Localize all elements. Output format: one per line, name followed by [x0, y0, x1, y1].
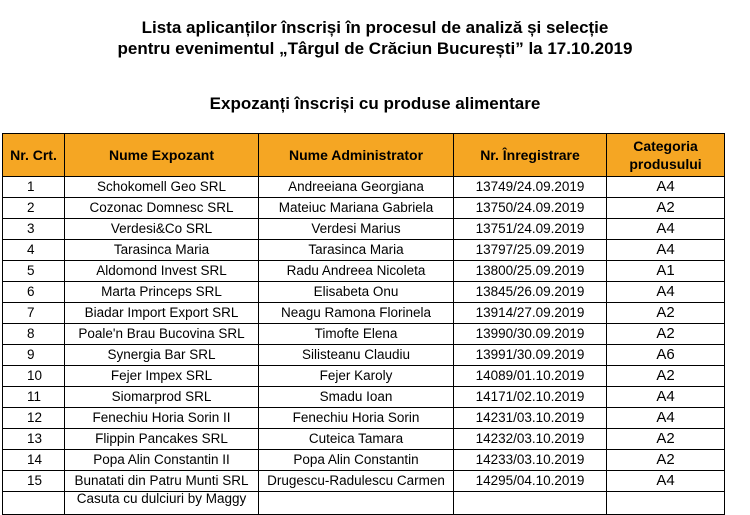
table-row — [3, 240, 725, 261]
exhibitors-table — [2, 133, 725, 515]
cell-administrator: Elisabeta Onu — [259, 282, 454, 303]
cell-inregistrare: 13990/30.09.2019 — [454, 324, 607, 345]
cell-expozant: Fejer Impex SRL — [65, 366, 259, 387]
cell-expozant: Poale'n Brau Bucovina SRL — [65, 324, 259, 345]
cell-inregistrare: 13751/24.09.2019 — [454, 219, 607, 240]
cell-administrator: Smadu Ioan — [259, 387, 454, 408]
column-header-nr: Nr. Crt. — [3, 134, 65, 177]
cell-expozant: Siomarprod SRL — [65, 387, 259, 408]
cell-categoria: A2 — [607, 303, 725, 324]
cell-nr: 13 — [3, 429, 65, 450]
cell-administrator: Radu Andreea Nicoleta — [259, 261, 454, 282]
document-title-line-2: pentru evenimentul „Târgul de Crăciun București” la 17.10.2019 — [117, 39, 633, 58]
table-row — [3, 429, 725, 450]
document-title-line-1: Lista aplicanților înscriși în procesul de analiză și selecție — [141, 18, 609, 37]
cell-expozant: Aldomond Invest SRL — [65, 261, 259, 282]
cell-expozant: Fenechiu Horia Sorin II — [65, 408, 259, 429]
cell-categoria: A4 — [607, 471, 725, 492]
cell-expozant: Schokomell Geo SRL — [65, 177, 259, 198]
cell-nr: 1 — [3, 177, 65, 198]
cell-administrator: Mateiuc Mariana Gabriela — [259, 198, 454, 219]
table-row — [3, 345, 725, 366]
cell-administrator: Timofte Elena — [259, 324, 454, 345]
cell-administrator: Fejer Karoly — [259, 366, 454, 387]
cell-administrator: Neagu Ramona Florinela — [259, 303, 454, 324]
cell-categoria: A4 — [607, 240, 725, 261]
cell-categoria: A2 — [607, 366, 725, 387]
cell-inregistrare: 14233/03.10.2019 — [454, 450, 607, 471]
cell-inregistrare: 14089/01.10.2019 — [454, 366, 607, 387]
cell-nr: 15 — [3, 471, 65, 492]
cell-nr: 14 — [3, 450, 65, 471]
column-header-expozant: Nume Expozant — [65, 134, 259, 177]
cell-categoria: A4 — [607, 177, 725, 198]
section-heading: Expozanți înscriși cu produse alimentare — [209, 94, 541, 113]
table-row — [3, 261, 725, 282]
cell-categoria: A1 — [607, 261, 725, 282]
cell-administrator — [259, 492, 454, 515]
cell-administrator: Tarasinca Maria — [259, 240, 454, 261]
table-header-row — [3, 134, 725, 177]
cell-categoria: A2 — [607, 450, 725, 471]
table-row — [3, 198, 725, 219]
cell-nr: 2 — [3, 198, 65, 219]
cell-expozant: Popa Alin Constantin II — [65, 450, 259, 471]
column-header-administrator: Nume Administrator — [259, 134, 454, 177]
cell-categoria: A6 — [607, 345, 725, 366]
cell-administrator: Drugescu-Radulescu Carmen — [259, 471, 454, 492]
table-row — [3, 324, 725, 345]
cell-nr: 12 — [3, 408, 65, 429]
table-row — [3, 219, 725, 240]
cell-expozant — [65, 492, 259, 515]
cell-nr: 4 — [3, 240, 65, 261]
cell-categoria: A4 — [607, 387, 725, 408]
cell-categoria — [607, 492, 725, 515]
cell-nr: 8 — [3, 324, 65, 345]
cell-administrator: Silisteanu Claudiu — [259, 345, 454, 366]
cell-inregistrare: 13845/26.09.2019 — [454, 282, 607, 303]
cell-nr — [3, 492, 65, 515]
cell-nr: 9 — [3, 345, 65, 366]
cell-administrator: Popa Alin Constantin — [259, 450, 454, 471]
cell-inregistrare: 14232/03.10.2019 — [454, 429, 607, 450]
table-body — [3, 177, 725, 515]
cell-inregistrare — [454, 492, 607, 515]
cell-inregistrare: 13914/27.09.2019 — [454, 303, 607, 324]
cell-inregistrare: 13749/24.09.2019 — [454, 177, 607, 198]
cell-expozant: Marta Princeps SRL — [65, 282, 259, 303]
cell-administrator: Andreeiana Georgiana — [259, 177, 454, 198]
cell-inregistrare: 13991/30.09.2019 — [454, 345, 607, 366]
cell-administrator: Fenechiu Horia Sorin — [259, 408, 454, 429]
column-header-categoria-line2: produsului — [629, 156, 702, 172]
cell-nr: 10 — [3, 366, 65, 387]
cell-inregistrare: 13750/24.09.2019 — [454, 198, 607, 219]
table-row — [3, 471, 725, 492]
cell-inregistrare: 14231/03.10.2019 — [454, 408, 607, 429]
table-row — [3, 282, 725, 303]
cell-categoria: A2 — [607, 198, 725, 219]
cell-expozant: Synergia Bar SRL — [65, 345, 259, 366]
cell-administrator: Verdesi Marius — [259, 219, 454, 240]
cell-expozant: Tarasinca Maria — [65, 240, 259, 261]
cell-inregistrare: 13797/25.09.2019 — [454, 240, 607, 261]
cell-nr: 11 — [3, 387, 65, 408]
cell-nr: 3 — [3, 219, 65, 240]
column-header-categoria — [607, 134, 725, 177]
cell-expozant: Flippin Pancakes SRL — [65, 429, 259, 450]
cell-inregistrare: 13800/25.09.2019 — [454, 261, 607, 282]
table-row — [3, 366, 725, 387]
table-row — [3, 408, 725, 429]
cell-categoria: A2 — [607, 324, 725, 345]
cell-categoria: A4 — [607, 219, 725, 240]
cell-expozant: Bunatati din Patru Munti SRL — [65, 471, 259, 492]
cell-expozant: Biadar Import Export SRL — [65, 303, 259, 324]
table-row — [3, 450, 725, 471]
cell-administrator: Cuteica Tamara — [259, 429, 454, 450]
cell-categoria: A4 — [607, 282, 725, 303]
column-header-categoria-line1: Categoria — [633, 138, 698, 154]
table-row-partial — [3, 492, 725, 515]
cell-inregistrare: 14295/04.10.2019 — [454, 471, 607, 492]
table-row — [3, 177, 725, 198]
cell-inregistrare: 14171/02.10.2019 — [454, 387, 607, 408]
cell-nr: 7 — [3, 303, 65, 324]
cell-expozant: Cozonac Domnesc SRL — [65, 198, 259, 219]
cell-nr: 5 — [3, 261, 65, 282]
cell-categoria: A2 — [607, 429, 725, 450]
cell-categoria: A4 — [607, 408, 725, 429]
cell-expozant-line1: Casuta cu dulciuri by Maggy — [76, 491, 247, 506]
table-row — [3, 387, 725, 408]
table-row — [3, 303, 725, 324]
column-header-inregistrare: Nr. Înregistrare — [454, 134, 607, 177]
cell-nr: 6 — [3, 282, 65, 303]
cell-expozant: Verdesi&Co SRL — [65, 219, 259, 240]
